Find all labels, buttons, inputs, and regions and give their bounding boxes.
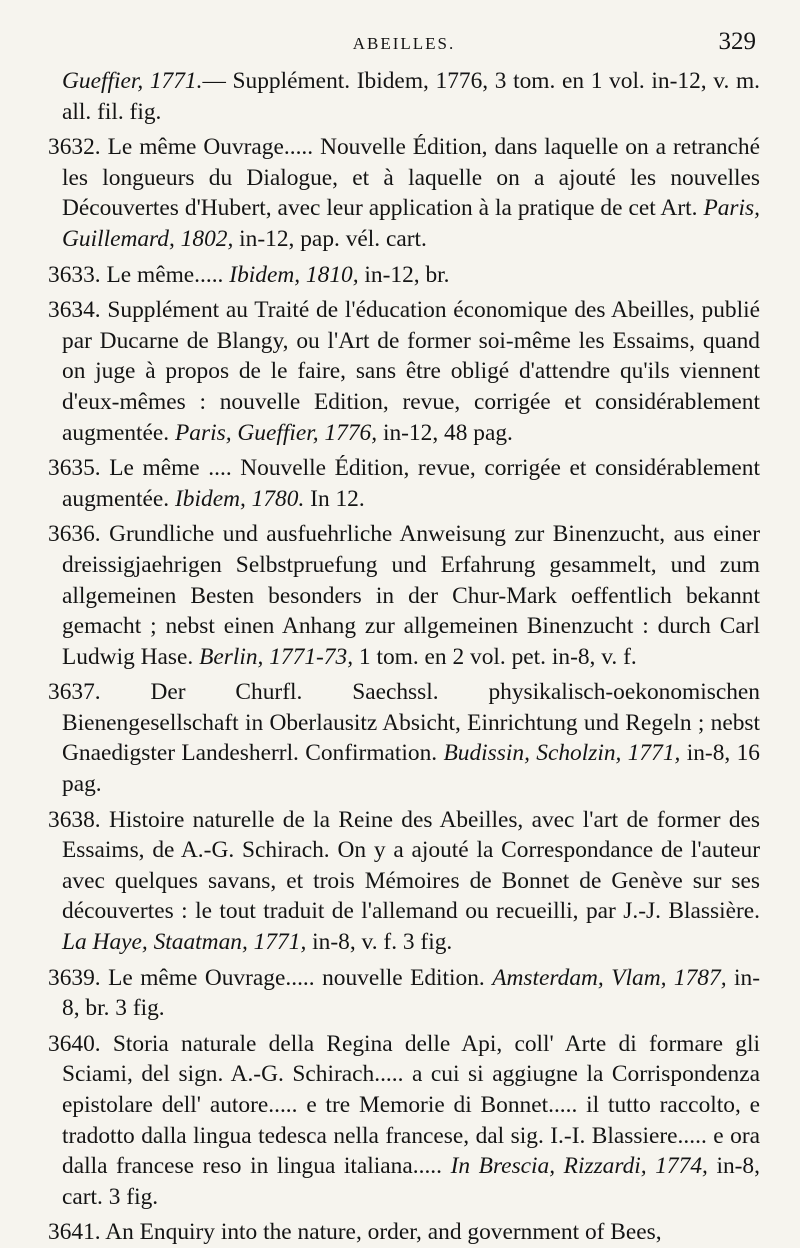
entry-imprint: Ibidem, 1780. [175, 485, 305, 512]
catalogue-entry [48, 132, 760, 254]
entry-imprint: Paris, Guillemard, 1802, [62, 195, 760, 252]
entry-imprint: Gueffier, 1771. [62, 68, 203, 94]
entry-imprint: Paris, Gueffier, 1776, [175, 419, 378, 446]
page-number: 329 [718, 28, 756, 55]
entry-number: 3640. [48, 1030, 101, 1057]
catalogue-entry [48, 519, 760, 672]
entry-title: Le même .... Nouvelle Édition, revue, corrigée et considérablement augmentée. [62, 455, 760, 512]
page-header [48, 26, 760, 66]
running-head: ABEILLES. [352, 34, 456, 53]
entry-details: in-12, br. [364, 261, 450, 288]
entry-number: 3637. [48, 679, 101, 706]
entry-number: 3639. [48, 964, 101, 991]
entry-number: 3636. [48, 521, 101, 548]
catalogue-entry [48, 805, 760, 958]
catalogue-entry [48, 963, 760, 1024]
entry-details: in-12, 48 pag. [382, 419, 513, 446]
entry-title: Der Churfl. Saechssl. physikalisch-oekonomischen Bienengesellschaft in Oberlausitz Absicht, Einrichtung und Regeln ; nebst Gnaedigster Landesherrl. Confirmation. [62, 679, 760, 767]
entry-imprint: Amsterdam, Vlam, 1787, [492, 964, 727, 991]
entry-details: in-8, 16 pag. [62, 740, 761, 798]
entry-number: 3641. [48, 1219, 101, 1246]
entry-title: Le même..... [106, 261, 224, 288]
entry-title: Le même Ouvrage..... Nouvelle Édition, dans laquelle on a retranché les longueurs du Dialogue, et à laquelle on a ajouté les nouvelles Découvertes d'Hubert, avec leur application à la pratique de cet Art. [62, 134, 760, 222]
entry-details: 1 tom. en 2 vol. pet. in-8, v. f. [358, 643, 637, 670]
entry-number: 3634. [48, 297, 101, 324]
catalogue-entry [48, 1217, 760, 1248]
entry-details: In 12. [310, 485, 365, 512]
entry-imprint: Ibidem, 1810, [229, 261, 359, 288]
catalogue-entry [48, 1029, 760, 1213]
entry-details: in-8, v. f. 3 fig. [312, 929, 453, 956]
catalogue-entry [48, 295, 760, 448]
entry-title: An Enquiry into the nature, order, and government of Bees, [105, 1219, 662, 1246]
catalogue-entry [48, 260, 760, 291]
entry-details: — Supplément. Ibidem, 1776, 3 tom. en 1 vol. in-12, v. m. all. fil. fig. [62, 68, 761, 125]
entry-title: Grundliche und ausfuehrliche Anweisung zur Binenzucht, aus einer dreissigjaehrigen Selbstpruefung und Erfahrung gesammelt, und zum allgemeinen Besten besonders in der Chur-Mark oeffentlich bekannt gemacht ; nebst einen Anhang zur allgemeinen Binenzucht : durch Carl Ludwig Hase. [62, 521, 760, 670]
entry-number: 3632. [48, 134, 101, 161]
catalogue-entry-continued [48, 66, 760, 127]
catalogue-entry [48, 677, 760, 799]
entry-details: in-8, cart. 3 fig. [62, 1153, 760, 1210]
entry-imprint: In Brescia, Rizzardi, 1774, [450, 1153, 708, 1180]
entry-title: Histoire naturelle de la Reine des Abeilles, avec l'art de former des Essaims, de A.-G. Schirach. On y a ajouté la Correspondance de l'auteur avec quelques savans, et trois Mémoires de Bonnet de Genève sur ses découvertes : le tout traduit de l'allemand ou recueilli, par J.-J. Blassière. [62, 806, 760, 925]
entry-number: 3638. [48, 806, 101, 833]
entry-number: 3633. [48, 261, 101, 288]
entry-title: Le même Ouvrage..... nouvelle Edition. [108, 964, 485, 991]
catalogue-entries [48, 66, 760, 1248]
entry-imprint: Budissin, Scholzin, 1771, [443, 740, 681, 767]
entry-imprint: Berlin, 1771-73, [199, 643, 354, 670]
entry-title: Supplément au Traité de l'éducation économique des Abeilles, publié par Ducarne de Blangy, ou l'Art de former soi-même les Essaims, quand on juge à propos de le faire, sans être obligé d'attendre qu'ils viennent d'eux-mêmes : nouvelle Edition, revue, corrigée et considérablement augmentée. [62, 297, 760, 446]
entry-number: 3635. [48, 455, 101, 482]
entry-details: in-12, pap. vél. cart. [239, 225, 427, 252]
entry-title: Storia naturale della Regina delle Api, coll' Arte di formare gli Sciami, del sign. A.-G. Schirach..... a cui si aggiugne la Corrispondenza epistolare dell' autore..... e tre Memorie di Bonnet..... il tutto raccolto, e tradotto dalla lingua tedesca nella francese, dal sig. I.-I. Blassiere..... e ora dalla francese reso in lingua italiana..... [62, 1030, 760, 1180]
entry-imprint: La Haye, Staatman, 1771, [62, 929, 307, 956]
catalogue-entry [48, 453, 760, 514]
entry-details: in-8, br. 3 fig. [62, 964, 760, 1022]
